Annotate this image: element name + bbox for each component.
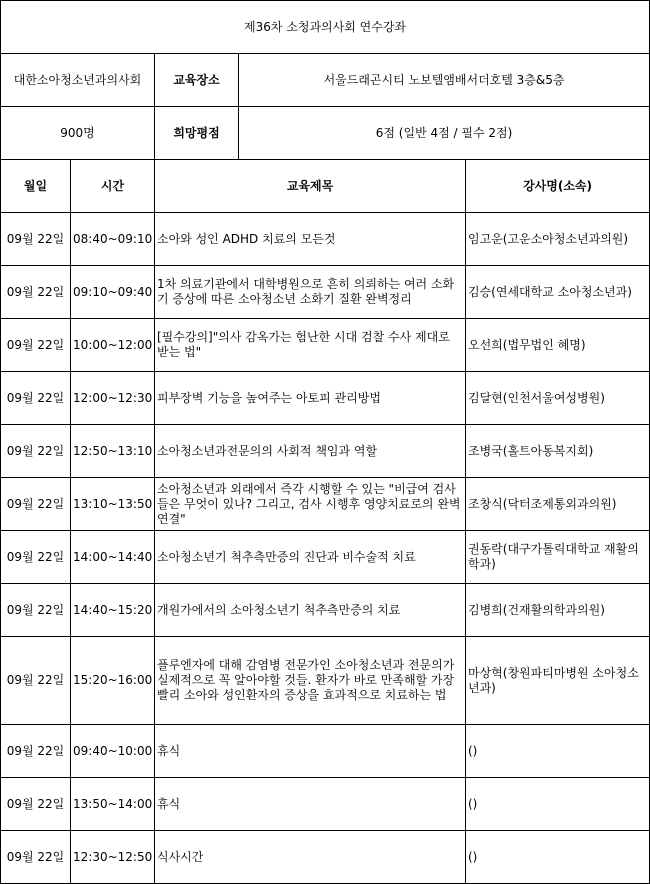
table-row (1, 637, 650, 725)
page-title: 제36차 소청과의사회 연수강좌 (1, 1, 650, 54)
session-time: 12:00~12:30 (71, 372, 155, 425)
points-label: 희망평점 (155, 107, 239, 160)
table-row (1, 831, 650, 884)
session-subject: 피부장벽 기능을 높여주는 아토피 관리방법 (155, 372, 466, 425)
session-lecturer: 김병희(건재활의학과의원) (466, 584, 650, 637)
session-lecturer: 조창식(닥터조제통외과의원) (466, 478, 650, 531)
session-lecturer: () (466, 831, 650, 884)
info-row-points (1, 107, 650, 160)
session-lecturer: 권동락(대구가톨릭대학교 재활의학과) (466, 531, 650, 584)
session-date: 09월 22일 (1, 425, 71, 478)
table-row (1, 266, 650, 319)
session-lecturer: 김달현(인천서울여성병원) (466, 372, 650, 425)
session-subject: 소아청소년과전문의의 사회적 책임과 역할 (155, 425, 466, 478)
table-row (1, 425, 650, 478)
session-time: 12:30~12:50 (71, 831, 155, 884)
session-subject: 개원가에서의 소아청소년기 척추측만증의 치료 (155, 584, 466, 637)
session-date: 09월 22일 (1, 778, 71, 831)
session-date: 09월 22일 (1, 319, 71, 372)
session-date: 09월 22일 (1, 213, 71, 266)
session-time: 14:00~14:40 (71, 531, 155, 584)
session-time: 09:10~09:40 (71, 266, 155, 319)
session-date: 09월 22일 (1, 637, 71, 725)
session-date: 09월 22일 (1, 725, 71, 778)
session-lecturer: 임고운(고운소아청소년과의원) (466, 213, 650, 266)
session-date: 09월 22일 (1, 531, 71, 584)
header-subject: 교육제목 (155, 160, 466, 213)
session-lecturer: () (466, 778, 650, 831)
session-subject: [필수강의]"의사 감옥가는 험난한 시대 검찰 수사 제대로 받는 법" (155, 319, 466, 372)
session-subject: 1차 의료기관에서 대학병원으로 흔히 의뢰하는 여러 소화기 증상에 따른 소아청소년 소화기 질환 완벽정리 (155, 266, 466, 319)
session-lecturer: 오선희(법무법인 혜명) (466, 319, 650, 372)
session-subject: 소아와 성인 ADHD 치료의 모든것 (155, 213, 466, 266)
capacity: 900명 (1, 107, 155, 160)
session-date: 09월 22일 (1, 831, 71, 884)
session-time: 14:40~15:20 (71, 584, 155, 637)
header-time: 시간 (71, 160, 155, 213)
session-date: 09월 22일 (1, 478, 71, 531)
venue-label: 교육장소 (155, 54, 239, 107)
session-subject: 소아청소년과 외래에서 즉각 시행할 수 있는 "비급여 검사들은 무엇이 있나? 그리고, 검사 시행후 영양치료로의 완벽 연결" (155, 478, 466, 531)
table-row (1, 531, 650, 584)
table-row (1, 584, 650, 637)
table-row (1, 778, 650, 831)
session-lecturer: 조병국(홀트아동복지회) (466, 425, 650, 478)
table-row (1, 319, 650, 372)
venue: 서울드래곤시티 노보텔앰배서더호텔 3층&5층 (239, 54, 650, 107)
info-row-venue (1, 54, 650, 107)
session-date: 09월 22일 (1, 266, 71, 319)
table-row (1, 478, 650, 531)
session-time: 12:50~13:10 (71, 425, 155, 478)
session-time: 15:20~16:00 (71, 637, 155, 725)
session-lecturer: 마상혁(창원파티마병원 소아청소년과) (466, 637, 650, 725)
title-row (1, 1, 650, 54)
header-date: 월일 (1, 160, 71, 213)
points: 6점 (일반 4점 / 필수 2점) (239, 107, 650, 160)
table-row (1, 213, 650, 266)
session-subject: 플루엔자에 대해 감염병 전문가인 소아청소년과 전문의가 실제적으로 꼭 알아야할 것들. 환자가 바로 만족해할 가장 빨리 소아와 성인환자의 증상을 효과적으로 치료하는 법 (155, 637, 466, 725)
table-row (1, 372, 650, 425)
session-subject: 휴식 (155, 778, 466, 831)
session-lecturer: () (466, 725, 650, 778)
header-lecturer: 강사명(소속) (466, 160, 650, 213)
session-subject: 휴식 (155, 725, 466, 778)
session-time: 13:50~14:00 (71, 778, 155, 831)
session-time: 13:10~13:50 (71, 478, 155, 531)
session-subject: 소아청소년기 척추측만증의 진단과 비수술적 치료 (155, 531, 466, 584)
session-time: 09:40~10:00 (71, 725, 155, 778)
session-date: 09월 22일 (1, 584, 71, 637)
organizer: 대한소아청소년과의사회 (1, 54, 155, 107)
header-row (1, 160, 650, 213)
session-lecturer: 김승(연세대학교 소아청소년과) (466, 266, 650, 319)
session-time: 08:40~09:10 (71, 213, 155, 266)
session-subject: 식사시간 (155, 831, 466, 884)
session-date: 09월 22일 (1, 372, 71, 425)
session-time: 10:00~12:00 (71, 319, 155, 372)
table-row (1, 725, 650, 778)
